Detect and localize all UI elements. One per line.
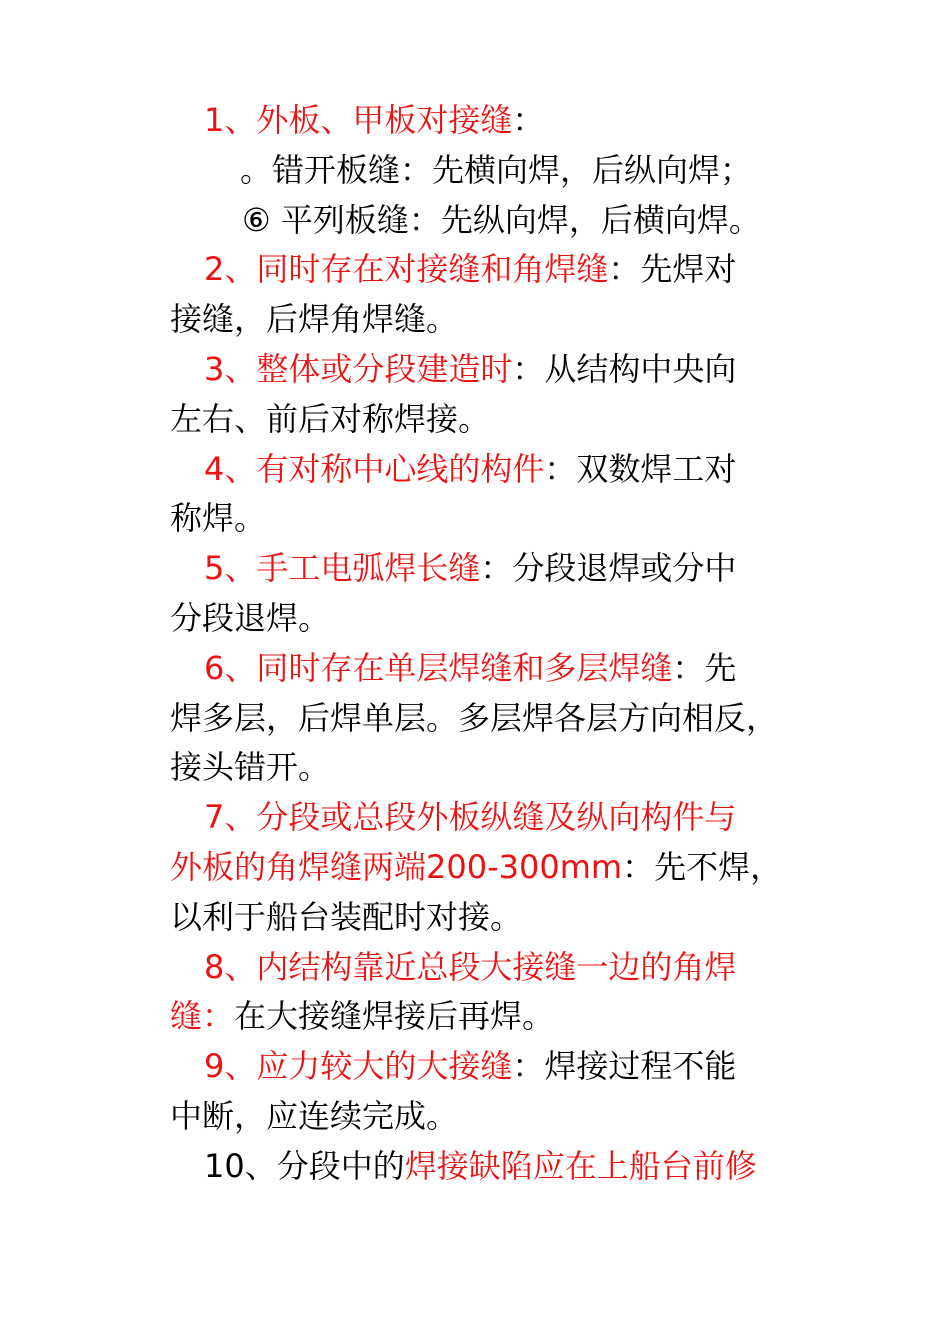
text-line [170, 345, 830, 395]
text-line [170, 992, 830, 1042]
text-line [170, 1142, 830, 1192]
body-text: 在大接缝焊接后再焊。 [234, 997, 555, 1036]
text-line [170, 245, 830, 295]
text-line [170, 445, 830, 495]
body-text: ⑥ 平列板缝：先纵向焊，后横向焊。 [242, 200, 761, 239]
text-line [170, 793, 830, 843]
document-body [170, 96, 830, 1192]
text-line [170, 594, 830, 644]
text-line [170, 494, 830, 544]
text-line [170, 196, 830, 246]
text-line [170, 843, 830, 893]
text-line [170, 644, 830, 694]
body-text: 左右、前后对称焊接。 [170, 399, 491, 438]
highlighted-text: 6、同时存在单层焊缝和多层焊缝 [204, 648, 673, 687]
body-text: ：分段退焊或分中 [480, 549, 737, 588]
text-line [170, 694, 830, 744]
body-text: ：先不焊， [622, 847, 783, 886]
highlighted-text: 外板的角焊缝两端200-300mm [170, 847, 623, 886]
highlighted-text: 8、内结构靠近总段大接缝一边的角焊 [204, 947, 737, 986]
highlighted-text: 4、有对称中心线的构件 [204, 449, 545, 488]
body-text: 接缝，后焊角焊缝。 [170, 300, 459, 339]
body-text: 。错开板缝：先横向焊，后纵向焊； [240, 150, 753, 189]
highlighted-text: 缝： [170, 997, 235, 1036]
text-line [170, 395, 830, 445]
body-text: 中断，应连续完成。 [170, 1096, 459, 1135]
body-text: ：从结构中央向 [512, 349, 737, 388]
highlighted-text: 5、手工电弧焊长缝 [204, 549, 481, 588]
text-line [170, 943, 830, 993]
body-text: 以利于船台装配时对接。 [170, 897, 523, 936]
highlighted-text: 1、外板、甲板对接缝 [204, 101, 513, 139]
body-text: 10、分段中的 [204, 1146, 405, 1185]
text-line [170, 295, 830, 345]
body-text: 分段退焊。 [170, 598, 331, 637]
text-line [170, 1042, 830, 1092]
body-text: 接头错开。 [170, 748, 331, 787]
body-text: ：焊接过程不能 [512, 1047, 737, 1086]
highlighted-text: 7、分段或总段外板纵缝及纵向构件与 [204, 798, 737, 837]
body-text: ： [512, 101, 545, 139]
highlighted-text: 3、整体或分段建造时 [204, 349, 513, 388]
text-line [170, 893, 830, 943]
body-text: ：先焊对 [608, 250, 737, 289]
highlighted-text: 9、应力较大的大接缝 [204, 1047, 513, 1086]
body-text: 称焊。 [170, 499, 267, 538]
body-text: 焊多层，后焊单层。多层焊各层方向相反， [170, 698, 779, 737]
highlighted-text: 2、同时存在对接缝和角焊缝 [204, 250, 609, 289]
text-line [170, 146, 830, 196]
text-line [170, 743, 830, 793]
text-line [170, 544, 830, 594]
highlighted-text: 焊接缺陷应在上船台前修 [404, 1146, 757, 1185]
text-line [170, 1092, 830, 1142]
text-line [170, 96, 830, 146]
body-text: ：先 [672, 648, 737, 687]
body-text: ：双数焊工对 [544, 449, 737, 488]
